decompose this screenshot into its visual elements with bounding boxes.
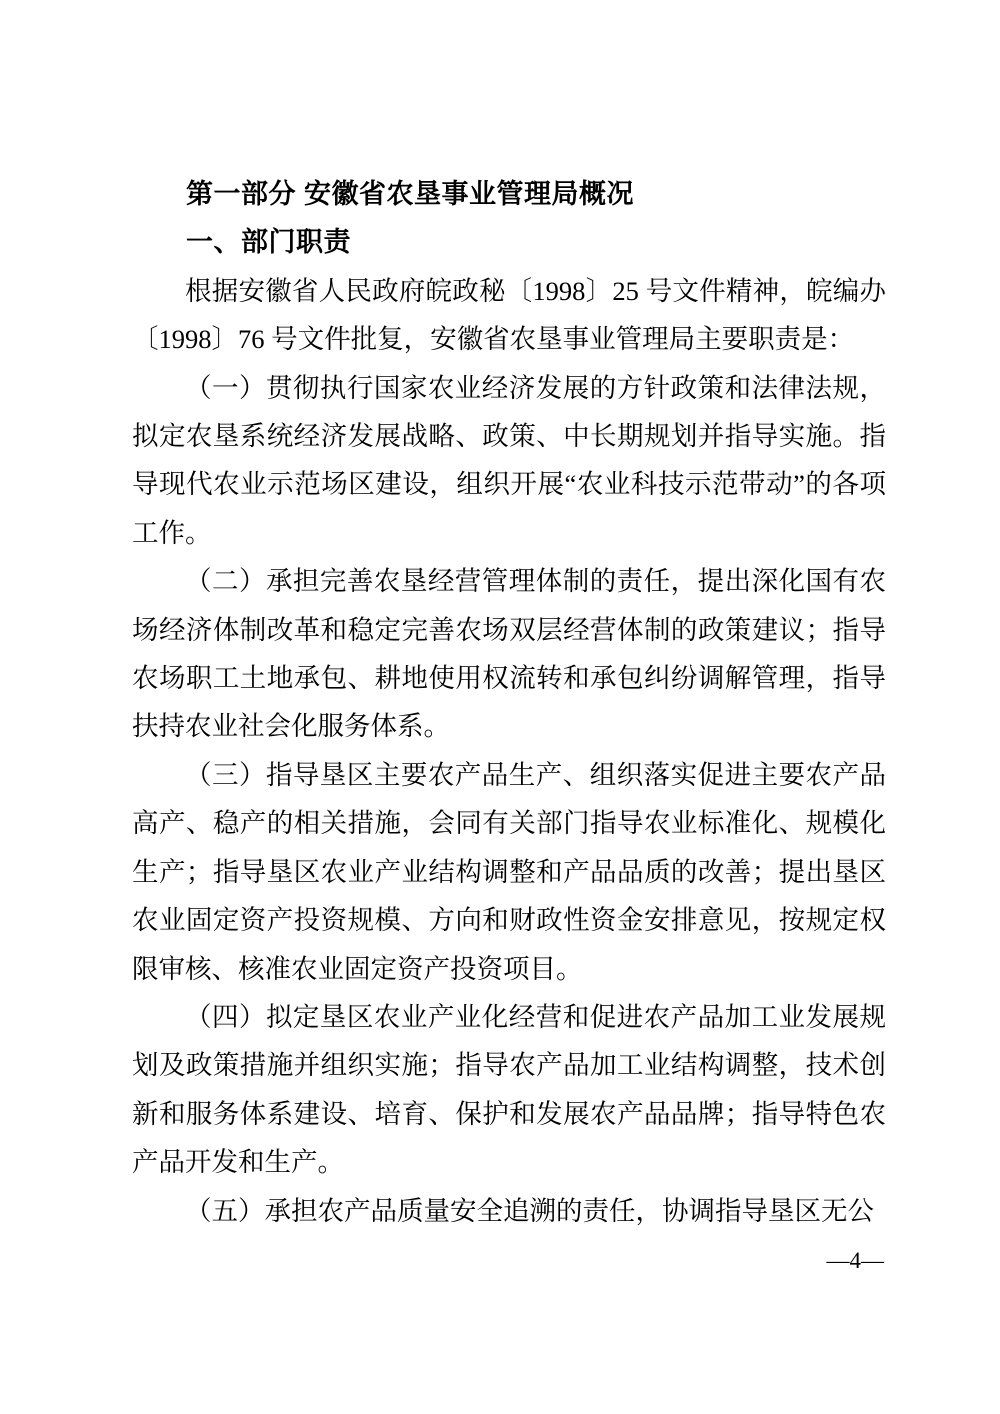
body-paragraph-duty-2: （二）承担完善农垦经营管理体制的责任，提出深化国有农场经济体制改革和稳定完善农场双层经营体制的政策建议；指导农场职工土地承包、耕地使用权流转和承包纠纷调解管理，指导扶持农业社会化服务体系。 [132,566,886,742]
section-heading: 第一部分 安徽省农垦事业管理局概况 [186,179,635,209]
body-paragraph-duty-4: （四）拟定垦区农业产业化经营和促进农产品加工业发展规划及政策措施并组织实施；指导农产品加工业结构调整，技术创新和服务体系建设、培育、保护和发展农产品品牌；指导特色农产品开发和生产。 [132,1001,886,1178]
body-paragraph-intro: 根据安徽省人民政府皖政秘〔1998〕25 号文件精神，皖编办〔1998〕76 号文件批复，安徽省农垦事业管理局主要职责是： [132,275,886,355]
subsection-heading: 一、部门职责 [186,227,351,258]
body-paragraph-duty-3: （三）指导垦区主要农产品生产、组织落实促进主要农产品高产、稳产的相关措施，会同有关部门指导农业标准化、规模化生产；指导垦区农业产业结构调整和产品品质的改善；提出垦区农业固定资产投资规模、方向和财政性资金安排意见，按规定权限审核、核准农业固定资产投资项目。 [132,759,886,984]
page-number: —4— [826,1248,884,1273]
body-paragraph-duty-1: （一）贯彻执行国家农业经济发展的方针政策和法律法规，拟定农垦系统经济发展战略、政策、中长期规划并指导实施。指导现代农业示范场区建设，组织开展“农业科技示范带动”的各项工作。 [132,372,886,548]
body-paragraph-duty-5: （五）承担农产品质量安全追溯的责任，协调指导垦区无公 [185,1195,874,1226]
